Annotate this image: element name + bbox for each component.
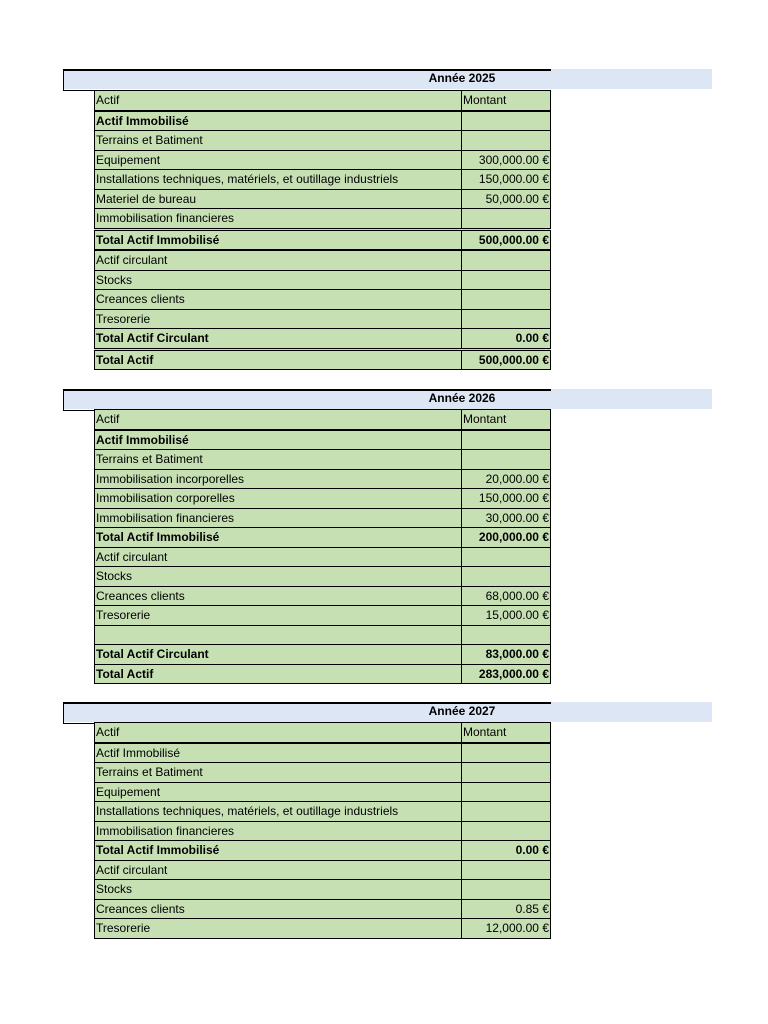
column-header-montant: Montant xyxy=(462,91,551,111)
row-amount: 12,000.00 € xyxy=(462,919,551,939)
row-amount xyxy=(462,309,551,329)
empty-row xyxy=(95,625,551,645)
table-row xyxy=(95,131,551,151)
year-title-2026: Année 2026 xyxy=(428,391,496,405)
table-row xyxy=(95,586,551,606)
row-label: Immobilisation corporelles xyxy=(95,489,462,509)
row-label: Total Actif Immobilisé xyxy=(95,841,462,861)
row-amount xyxy=(462,450,551,470)
table-row xyxy=(95,209,551,230)
table-row xyxy=(95,802,551,822)
row-amount: 0.00 € xyxy=(462,841,551,861)
year-header-2027 xyxy=(63,702,712,722)
row-label: Installations techniques, matériels, et outillage industriels xyxy=(95,802,462,822)
row-label: Actif circulant xyxy=(95,547,462,567)
row-amount: 68,000.00 € xyxy=(462,586,551,606)
row-amount: 500,000.00 € xyxy=(462,229,551,250)
row-amount xyxy=(462,430,551,450)
row-label: Total Actif Immobilisé xyxy=(95,528,462,548)
table-row xyxy=(95,469,551,489)
table-header-row xyxy=(95,410,551,430)
row-amount xyxy=(462,821,551,841)
row-label: Equipement xyxy=(95,150,462,170)
column-header-actif: Actif xyxy=(95,723,462,743)
column-header-actif: Actif xyxy=(95,91,462,111)
row-label: Terrains et Batiment xyxy=(95,763,462,783)
row-amount: 200,000.00 € xyxy=(462,528,551,548)
table-row xyxy=(95,606,551,626)
table-row xyxy=(95,919,551,939)
table-row xyxy=(95,821,551,841)
row-amount xyxy=(462,782,551,802)
row-label: Total Actif Circulant xyxy=(95,645,462,665)
row-amount xyxy=(462,802,551,822)
row-amount xyxy=(462,290,551,310)
column-header-actif: Actif xyxy=(95,410,462,430)
row-label: Total Actif xyxy=(95,664,462,684)
column-header-montant: Montant xyxy=(462,410,551,430)
row-amount: 0.85 € xyxy=(462,899,551,919)
row-label: Materiel de bureau xyxy=(95,189,462,209)
row-amount: 500,000.00 € xyxy=(462,349,551,370)
table-row xyxy=(95,150,551,170)
row-label: Installations techniques, matériels, et outillage industriels xyxy=(95,170,462,190)
row-label: Total Actif xyxy=(95,349,462,370)
row-label: Actif Immobilisé xyxy=(95,430,462,450)
row-label: Stocks xyxy=(95,567,462,587)
table-row xyxy=(95,567,551,587)
year-title-2025: Année 2025 xyxy=(428,71,496,85)
table-row xyxy=(95,430,551,450)
table-row xyxy=(95,111,551,131)
total-row xyxy=(95,841,551,861)
table-row xyxy=(95,743,551,763)
row-amount xyxy=(462,270,551,290)
total-row xyxy=(95,229,551,250)
column-header-montant: Montant xyxy=(462,723,551,743)
row-label: Terrains et Batiment xyxy=(95,131,462,151)
row-label: Total Actif Circulant xyxy=(95,329,462,350)
row-label: Stocks xyxy=(95,880,462,900)
total-row xyxy=(95,645,551,665)
row-amount xyxy=(462,209,551,230)
row-label: Tresorerie xyxy=(95,606,462,626)
row-amount: 300,000.00 € xyxy=(462,150,551,170)
table-row xyxy=(95,450,551,470)
row-label: Actif Immobilisé xyxy=(95,743,462,763)
row-label: Actif circulant xyxy=(95,860,462,880)
row-amount xyxy=(462,250,551,270)
row-amount xyxy=(462,131,551,151)
table-row xyxy=(95,170,551,190)
row-amount: 15,000.00 € xyxy=(462,606,551,626)
table-row xyxy=(95,860,551,880)
table-header-row xyxy=(95,723,551,743)
row-label: Actif circulant xyxy=(95,250,462,270)
row-label xyxy=(95,625,462,645)
table-row xyxy=(95,290,551,310)
year-header-2026 xyxy=(63,389,712,409)
table-row xyxy=(95,899,551,919)
table-row xyxy=(95,250,551,270)
table-row xyxy=(95,189,551,209)
row-amount: 83,000.00 € xyxy=(462,645,551,665)
row-amount: 150,000.00 € xyxy=(462,170,551,190)
year-header-2025 xyxy=(63,69,712,89)
row-label: Immobilisation financieres xyxy=(95,209,462,230)
row-amount: 20,000.00 € xyxy=(462,469,551,489)
row-amount xyxy=(462,567,551,587)
row-amount xyxy=(462,111,551,131)
row-amount: 150,000.00 € xyxy=(462,489,551,509)
row-amount: 0.00 € xyxy=(462,329,551,350)
row-label: Stocks xyxy=(95,270,462,290)
row-amount xyxy=(462,880,551,900)
asset-table-2027 xyxy=(94,722,551,939)
row-amount xyxy=(462,743,551,763)
year-title-2027: Année 2027 xyxy=(428,704,496,718)
row-label: Tresorerie xyxy=(95,919,462,939)
table-header-row xyxy=(95,91,551,111)
table-row xyxy=(95,880,551,900)
table-row xyxy=(95,763,551,783)
asset-table-2026 xyxy=(94,409,551,684)
row-label: Immobilisation incorporelles xyxy=(95,469,462,489)
asset-table-2025 xyxy=(94,90,551,370)
row-label: Creances clients xyxy=(95,586,462,606)
row-amount xyxy=(462,625,551,645)
table-row xyxy=(95,782,551,802)
row-label: Immobilisation financieres xyxy=(95,821,462,841)
row-amount: 50,000.00 € xyxy=(462,189,551,209)
row-label: Total Actif Immobilisé xyxy=(95,229,462,250)
table-row xyxy=(95,547,551,567)
row-amount xyxy=(462,763,551,783)
total-row xyxy=(95,528,551,548)
row-label: Terrains et Batiment xyxy=(95,450,462,470)
row-label: Creances clients xyxy=(95,290,462,310)
row-label: Immobilisation financieres xyxy=(95,508,462,528)
row-label: Tresorerie xyxy=(95,309,462,329)
table-row xyxy=(95,508,551,528)
table-row xyxy=(95,489,551,509)
table-row xyxy=(95,309,551,329)
total-row xyxy=(95,329,551,350)
grand-total-row xyxy=(95,664,551,684)
row-label: Creances clients xyxy=(95,899,462,919)
row-amount xyxy=(462,860,551,880)
row-amount: 283,000.00 € xyxy=(462,664,551,684)
row-amount xyxy=(462,547,551,567)
table-row xyxy=(95,270,551,290)
row-label: Actif Immobilisé xyxy=(95,111,462,131)
row-label: Equipement xyxy=(95,782,462,802)
row-amount: 30,000.00 € xyxy=(462,508,551,528)
grand-total-row xyxy=(95,349,551,370)
